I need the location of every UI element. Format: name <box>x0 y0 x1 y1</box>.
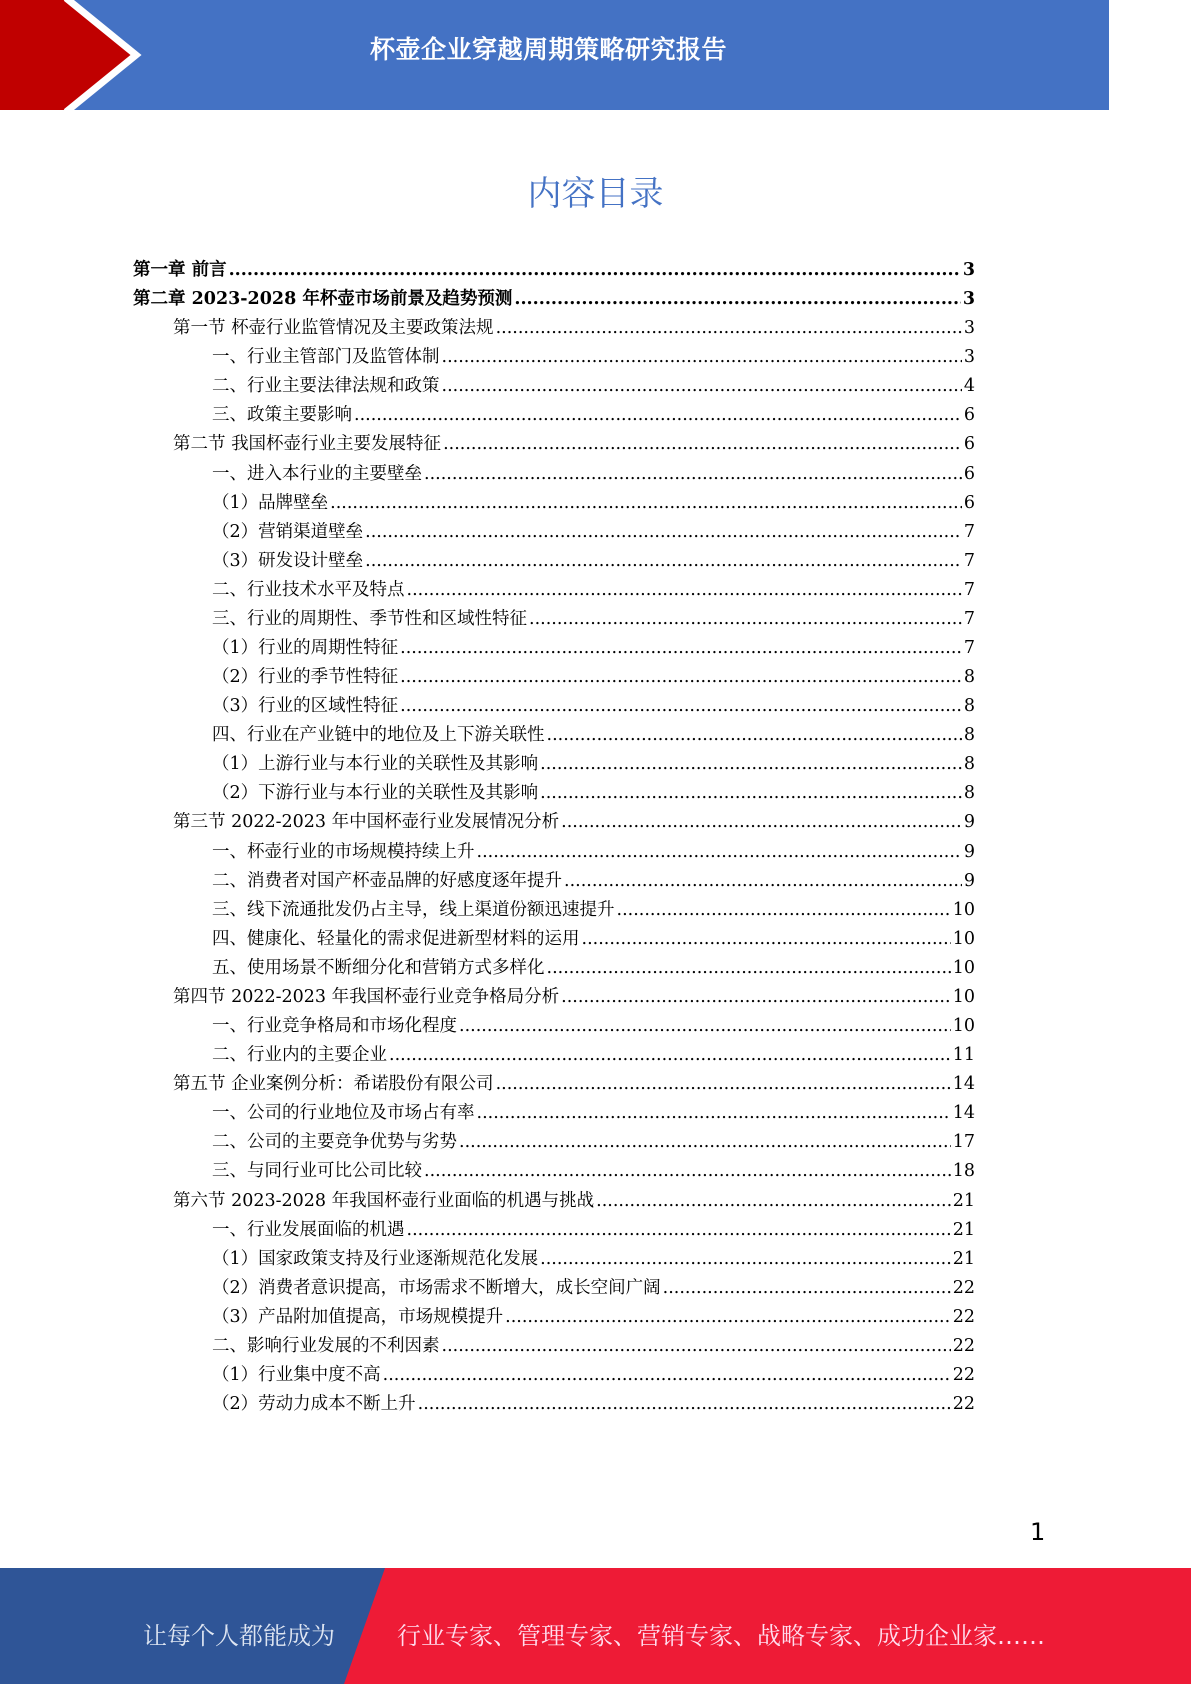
toc-entry[interactable] <box>133 489 975 518</box>
dot-leader <box>477 842 962 862</box>
dot-leader <box>459 1132 951 1152</box>
toc-entry-label: 一、进入本行业的主要壁垒 <box>212 463 422 484</box>
toc-entry[interactable] <box>133 285 975 314</box>
toc-entry[interactable] <box>133 750 975 779</box>
toc-entry-label: 三、行业的周期性、季节性和区域性特征 <box>212 608 527 629</box>
toc-entry-page: 3 <box>962 289 975 310</box>
toc-entry[interactable] <box>133 1070 975 1099</box>
toc-entry[interactable] <box>133 576 975 605</box>
toc-entry-page: 8 <box>963 754 975 775</box>
toc-entry-label: 四、行业在产业链中的地位及上下游关联性 <box>212 725 545 746</box>
toc-entry[interactable] <box>133 838 975 867</box>
toc-entry-label: 第四节 2022-2023 年我国杯壶行业竞争格局分析 <box>173 986 560 1007</box>
dot-leader <box>459 1016 951 1036</box>
dot-leader <box>400 638 962 658</box>
dot-leader <box>389 1045 951 1065</box>
dot-leader <box>564 871 962 891</box>
dot-leader <box>365 522 962 542</box>
page-footer <box>0 1568 1191 1684</box>
toc-entry-page: 14 <box>952 1103 975 1124</box>
dot-leader <box>418 1394 951 1414</box>
toc-entry[interactable] <box>133 983 975 1012</box>
toc-entry-label: 第一节 杯壶行业监管情况及主要政策法规 <box>173 318 494 339</box>
toc-entry-label: 三、线下流通批发仍占主导，线上渠道份额迅速提升 <box>212 899 615 920</box>
dot-leader <box>547 725 962 745</box>
dot-leader <box>442 376 962 396</box>
toc-entry-page: 22 <box>952 1277 975 1298</box>
toc-entry[interactable] <box>133 518 975 547</box>
toc-entry[interactable] <box>133 314 975 343</box>
dot-leader <box>505 1307 951 1327</box>
toc-entry-label: （1）行业的周期性特征 <box>212 638 399 659</box>
dot-leader <box>561 987 951 1007</box>
toc-heading: 内容目录 <box>527 174 664 214</box>
toc-entry-page: 8 <box>963 667 975 688</box>
dot-leader <box>330 493 962 513</box>
toc-entry[interactable] <box>133 663 975 692</box>
dot-leader <box>663 1278 951 1298</box>
toc-entry-page: 6 <box>963 463 975 484</box>
toc-entry[interactable] <box>133 867 975 896</box>
dot-leader <box>442 347 962 367</box>
toc-entry[interactable] <box>133 1332 975 1361</box>
toc-entry[interactable] <box>133 1216 975 1245</box>
toc-entry-page: 10 <box>952 986 975 1007</box>
toc-entry-page: 21 <box>952 1219 975 1240</box>
toc-entry-label: 二、行业技术水平及特点 <box>212 579 405 600</box>
toc-entry[interactable] <box>133 779 975 808</box>
dot-leader <box>400 696 962 716</box>
dot-leader <box>540 783 962 803</box>
toc-entry-label: （2）下游行业与本行业的关联性及其影响 <box>212 783 539 804</box>
arrow-logo-icon <box>0 0 150 110</box>
toc-entry[interactable] <box>133 1361 975 1390</box>
toc-entry-page: 10 <box>952 1016 975 1037</box>
dot-leader <box>596 1191 951 1211</box>
dot-leader <box>540 1249 951 1269</box>
toc-entry-label: （2）营销渠道壁垒 <box>212 521 364 542</box>
toc-entry-label: 一、行业发展面临的机遇 <box>212 1219 405 1240</box>
dot-leader <box>424 1161 951 1181</box>
toc-entry-label: （1）行业集中度不高 <box>212 1364 381 1385</box>
toc-entry-label: （2）劳动力成本不断上升 <box>212 1394 416 1415</box>
dot-leader <box>365 551 962 571</box>
toc-entry-page: 17 <box>952 1132 975 1153</box>
toc-entry[interactable] <box>133 1012 975 1041</box>
toc-entry-page: 4 <box>963 376 975 397</box>
dot-leader <box>407 1220 951 1240</box>
toc-entry-page: 10 <box>952 928 975 949</box>
toc-entry-page: 21 <box>952 1190 975 1211</box>
toc-entry-page: 6 <box>963 434 975 455</box>
toc-entry-label: 第六节 2023-2028 年我国杯壶行业面临的机遇与挑战 <box>173 1190 595 1211</box>
dot-leader <box>354 405 962 425</box>
dot-leader <box>443 434 962 454</box>
toc-entry-label: （1）国家政策支持及行业逐渐规范化发展 <box>212 1248 539 1269</box>
toc-entry-label: 四、健康化、轻量化的需求促进新型材料的运用 <box>212 928 580 949</box>
toc-entry-page: 7 <box>963 579 975 600</box>
toc-entry-label: 第一章 前言 <box>133 260 227 280</box>
dot-leader <box>383 1365 951 1385</box>
toc-entry-label: 二、行业内的主要企业 <box>212 1045 387 1066</box>
toc-entry-page: 7 <box>963 521 975 542</box>
toc-entry-label: 第五节 企业案例分析：希诺股份有限公司 <box>173 1074 494 1095</box>
dot-leader <box>477 1103 951 1123</box>
toc-entry-label: 一、杯壶行业的市场规模持续上升 <box>212 841 475 862</box>
toc-entry[interactable] <box>133 256 975 285</box>
toc-entry-page: 9 <box>963 841 975 862</box>
toc-entry[interactable] <box>133 1274 975 1303</box>
toc-entry-page: 10 <box>952 899 975 920</box>
toc-entry[interactable] <box>133 372 975 401</box>
toc-entry[interactable] <box>133 547 975 576</box>
dot-leader <box>514 289 960 309</box>
toc-entry-label: （2）行业的季节性特征 <box>212 667 399 688</box>
toc-entry[interactable] <box>133 1099 975 1128</box>
toc-entry-label: 第三节 2022-2023 年中国杯壶行业发展情况分析 <box>173 812 560 833</box>
toc-entry-page: 9 <box>963 870 975 891</box>
footer-slogan-right: 行业专家、管理专家、营销专家、战略专家、成功企业家…… <box>397 1622 1045 1650</box>
toc-entry-page: 22 <box>952 1335 975 1356</box>
dot-leader <box>496 318 962 338</box>
toc-entry[interactable] <box>133 1390 975 1419</box>
toc-entry-page: 9 <box>963 812 975 833</box>
dot-leader <box>582 929 951 949</box>
toc-entry[interactable] <box>133 1157 975 1186</box>
toc-entry-page: 7 <box>963 638 975 659</box>
toc-entry-page: 21 <box>952 1248 975 1269</box>
toc-entry-page: 3 <box>962 260 975 280</box>
toc-entry-page: 3 <box>963 318 975 339</box>
toc-entry[interactable] <box>133 605 975 634</box>
toc-entry-label: 二、消费者对国产杯壶品牌的好感度逐年提升 <box>212 870 562 891</box>
toc-entry-label: 第二章 2023-2028 年杯壶市场前景及趋势预测 <box>133 289 513 310</box>
toc-entry-page: 8 <box>963 696 975 717</box>
toc-entry-label: 二、行业主要法律法规和政策 <box>212 376 440 397</box>
toc-entry[interactable] <box>133 1245 975 1274</box>
toc-entry[interactable] <box>133 1187 975 1216</box>
toc-entry-label: 五、使用场景不断细分化和营销方式多样化 <box>212 957 545 978</box>
toc-entry[interactable] <box>133 808 975 837</box>
toc-entry-page: 22 <box>952 1306 975 1327</box>
toc-entry-page: 22 <box>952 1364 975 1385</box>
toc-entry-label: 一、行业竞争格局和市场化程度 <box>212 1016 457 1037</box>
dot-leader <box>229 260 961 280</box>
dot-leader <box>496 1074 951 1094</box>
toc-entry-label: （1）上游行业与本行业的关联性及其影响 <box>212 754 539 775</box>
toc-entry-page: 6 <box>963 492 975 513</box>
report-title: 杯壶企业穿越周期策略研究报告 <box>370 35 728 64</box>
toc-entry-label: 第二节 我国杯壶行业主要发展特征 <box>173 434 442 455</box>
toc-entry[interactable] <box>133 343 975 372</box>
dot-leader <box>400 667 962 687</box>
toc-entry[interactable] <box>133 634 975 663</box>
toc-entry[interactable] <box>133 925 975 954</box>
dot-leader <box>617 900 951 920</box>
toc-entry-page: 22 <box>952 1394 975 1415</box>
toc-entry-page: 3 <box>963 347 975 368</box>
toc-entry-page: 14 <box>952 1074 975 1095</box>
toc-entry[interactable] <box>133 1041 975 1070</box>
dot-leader <box>529 609 962 629</box>
toc-entry-page: 7 <box>963 608 975 629</box>
toc-entry[interactable] <box>133 430 975 459</box>
dot-leader <box>561 812 962 832</box>
dot-leader <box>540 754 962 774</box>
dot-leader <box>547 958 951 978</box>
toc-entry[interactable] <box>133 1128 975 1157</box>
dot-leader <box>407 580 962 600</box>
page-number: 1 <box>1030 1518 1046 1546</box>
toc-entry-label: 二、影响行业发展的不利因素 <box>212 1335 440 1356</box>
toc-entry-page: 8 <box>963 783 975 804</box>
dot-leader <box>442 1336 951 1356</box>
toc-entry-page: 18 <box>952 1161 975 1182</box>
toc-entry-label: （3）产品附加值提高，市场规模提升 <box>212 1306 504 1327</box>
toc-entry[interactable] <box>133 692 975 721</box>
page-header <box>0 0 1109 110</box>
dot-leader <box>424 464 962 484</box>
table-of-contents <box>133 256 975 1419</box>
toc-entry-label: （3）行业的区域性特征 <box>212 696 399 717</box>
toc-entry-label: 二、公司的主要竞争优势与劣势 <box>212 1132 457 1153</box>
footer-slogan-left: 让每个人都能成为 <box>143 1622 335 1650</box>
toc-entry[interactable] <box>133 954 975 983</box>
toc-entry-label: （2）消费者意识提高，市场需求不断增大，成长空间广阔 <box>212 1277 661 1298</box>
toc-entry-page: 10 <box>952 957 975 978</box>
toc-entry[interactable] <box>133 401 975 430</box>
toc-entry-label: 三、政策主要影响 <box>212 405 352 426</box>
toc-entry[interactable] <box>133 896 975 925</box>
toc-entry-page: 6 <box>963 405 975 426</box>
toc-entry-label: 一、公司的行业地位及市场占有率 <box>212 1103 475 1124</box>
toc-entry[interactable] <box>133 1303 975 1332</box>
toc-entry-label: 三、与同行业可比公司比较 <box>212 1161 422 1182</box>
toc-entry[interactable] <box>133 721 975 750</box>
toc-entry[interactable] <box>133 460 975 489</box>
toc-entry-label: 一、行业主管部门及监管体制 <box>212 347 440 368</box>
toc-entry-page: 11 <box>952 1045 975 1066</box>
toc-entry-page: 8 <box>963 725 975 746</box>
toc-entry-label: （1）品牌壁垒 <box>212 492 329 513</box>
toc-entry-label: （3）研发设计壁垒 <box>212 550 364 571</box>
toc-entry-page: 7 <box>963 550 975 571</box>
